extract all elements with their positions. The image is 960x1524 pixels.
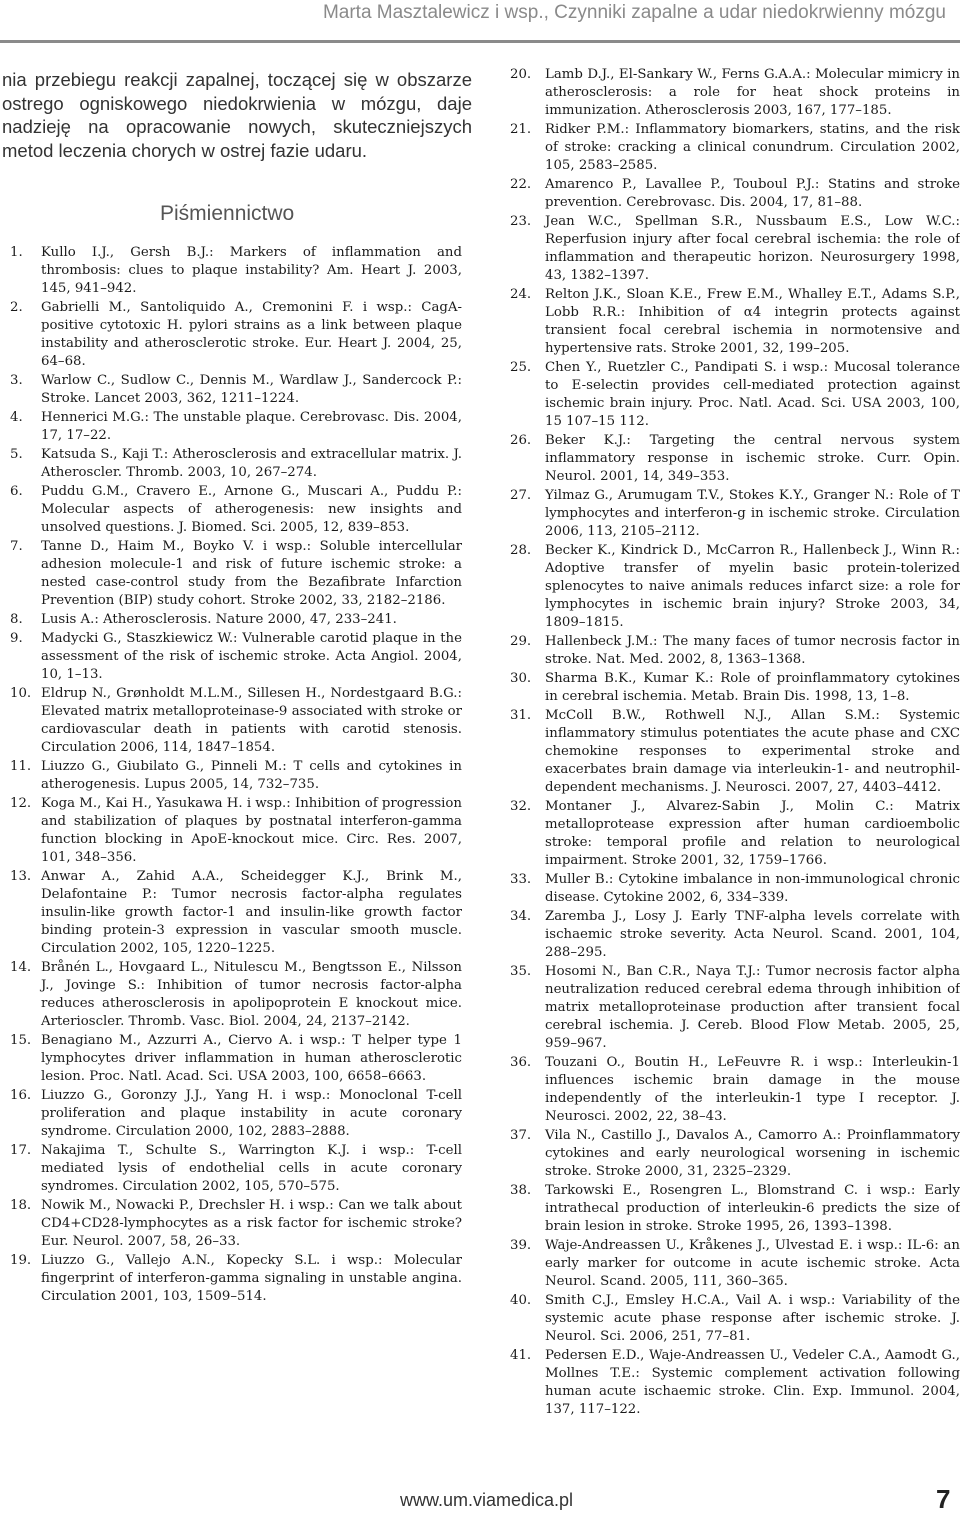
reference-number: 23. bbox=[510, 214, 532, 229]
reference-number: 17. bbox=[10, 1143, 32, 1158]
reference-text: Liuzzo G., Vallejo A.N., Kopecky S.L. i wsp.: Molecular fingerprint of interferon-gamma signaling in unstable angina. Circulation 2001, 103, 1509–514. bbox=[41, 1253, 462, 1304]
reference-number: 34. bbox=[510, 909, 532, 924]
reference-item bbox=[10, 372, 462, 408]
reference-item bbox=[10, 446, 462, 482]
reference-number: 36. bbox=[510, 1055, 532, 1070]
reference-item bbox=[510, 432, 960, 486]
reference-item bbox=[10, 538, 462, 610]
reference-item bbox=[10, 868, 462, 958]
reference-number: 4. bbox=[10, 410, 23, 425]
reference-number: 30. bbox=[510, 671, 532, 686]
reference-item bbox=[510, 1347, 960, 1419]
reference-item bbox=[10, 758, 462, 794]
reference-text: Vila N., Castillo J., Davalos A., Camorro A.: Proinflammatory cytokines and early neurological worsening in ischemic stroke. Stroke 2000, 31, 2325–2329. bbox=[545, 1128, 960, 1179]
reference-number: 38. bbox=[510, 1183, 532, 1198]
reference-text: Montaner J., Alvarez-Sabin J., Molin C.: Matrix metalloprotease expression after human cardioembolic stroke: temporal profile and relation to neurological impairment. Stroke 2001, 32, 1759–1766. bbox=[545, 799, 960, 868]
reference-number: 32. bbox=[510, 799, 532, 814]
reference-item bbox=[510, 798, 960, 870]
reference-text: Touzani O., Boutin H., LeFeuvre R. i wsp.: Interleukin-1 influences ischemic brain damage in the mouse independently of the interleukin-1 type I receptor. J. Neurosci. 2002, 22, 38–43. bbox=[545, 1055, 960, 1124]
reference-text: Jean W.C., Spellman S.R., Nussbaum E.S., Low W.C.: Reperfusion injury after focal cerebral ischemia: the role of inflammation and therapeutic horizon. Neurosurgery 1998, 43, 1382–1397. bbox=[545, 214, 960, 283]
reference-item bbox=[10, 1087, 462, 1141]
reference-item bbox=[10, 959, 462, 1031]
page-header bbox=[0, 0, 960, 46]
reference-item bbox=[510, 487, 960, 541]
reference-item bbox=[510, 871, 960, 907]
reference-text: Lusis A.: Atherosclerosis. Nature 2000, 47, 233–241. bbox=[41, 612, 397, 627]
reference-number: 22. bbox=[510, 177, 532, 192]
reference-number: 10. bbox=[10, 686, 32, 701]
running-head: Marta Masztalewicz i wsp., Czynniki zapalne a udar niedokrwienny mózgu bbox=[322, 2, 946, 23]
reference-number: 18. bbox=[10, 1198, 32, 1213]
reference-number: 16. bbox=[10, 1088, 32, 1103]
reference-item bbox=[510, 1292, 960, 1346]
reference-text: Madycki G., Staszkiewicz W.: Vulnerable carotid plaque in the assessment of the risk of ischemic stroke. Acta Angiol. 2004, 10, 1–13. bbox=[41, 631, 462, 682]
reference-text: Eldrup N., Grønholdt M.L.M., Sillesen H., Nordestgaard B.G.: Elevated matrix metalloproteinase-9 associated with stroke or cardiovascular death in patients with carotid stenosis. Circulation 2006, 114, 1847–1854. bbox=[41, 686, 462, 755]
reference-number: 11. bbox=[10, 759, 32, 774]
reference-item bbox=[510, 286, 960, 358]
references-left-column bbox=[10, 244, 462, 1307]
reference-number: 29. bbox=[510, 634, 532, 649]
reference-item bbox=[10, 630, 462, 684]
reference-text: Muller B.: Cytokine imbalance in non-immunological chronic disease. Cytokine 2002, 6, 334–339. bbox=[545, 872, 960, 905]
reference-number: 19. bbox=[10, 1253, 32, 1268]
reference-text: Smith C.J., Emsley H.C.A., Vail A. i wsp.: Variability of the systemic acute phase response after ischemic stroke. J. Neurol. Sci. 2006, 251, 77–81. bbox=[545, 1293, 960, 1344]
reference-item bbox=[510, 359, 960, 431]
page-number: 7 bbox=[936, 1484, 951, 1514]
reference-text: Koga M., Kai H., Yasukawa H. i wsp.: Inhibition of progression and stabilization of plaques by postnatal interferon-gamma function blocking in ApoE-knockout mice. Circ. Res. 2007, 101, 348–356. bbox=[41, 796, 462, 865]
reference-item bbox=[510, 1182, 960, 1236]
reference-text: Zaremba J., Losy J. Early TNF-alpha levels correlate with ischaemic stroke severity. Acta Neurol. Scand. 2001, 104, 288–295. bbox=[545, 909, 960, 960]
header-rule bbox=[0, 40, 960, 43]
reference-number: 33. bbox=[510, 872, 532, 887]
reference-number: 41. bbox=[510, 1348, 532, 1363]
reference-number: 8. bbox=[10, 612, 23, 627]
reference-text: Kullo I.J., Gersh B.J.: Markers of inflammation and thrombosis: clues to plaque instability? Am. Heart J. 2003, 145, 941–942. bbox=[41, 245, 462, 296]
reference-text: Liuzzo G., Giubilato G., Pinneli M.: T cells and cytokines in atherogenesis. Lupus 2005, 14, 732–735. bbox=[41, 759, 462, 792]
reference-number: 20. bbox=[510, 67, 532, 82]
reference-text: Tarkowski E., Rosengren L., Blomstrand C. i wsp.: Early intrathecal production of interleukin-6 predicts the size of brain lesion in stroke. Stroke 1995, 26, 1393–1398. bbox=[545, 1183, 960, 1234]
reference-item bbox=[510, 1054, 960, 1126]
reference-text: Becker K., Kindrick D., McCarron R., Hallenbeck J., Winn R.: Adoptive transfer of myelin basic protein-tolerized splenocytes to naive animals reduces infarct size: a role for lymphocytes in ischemic brain injury? Stroke 2003, 34, 1809–1815. bbox=[545, 543, 960, 630]
reference-item bbox=[10, 685, 462, 757]
reference-item bbox=[510, 670, 960, 706]
reference-item bbox=[510, 707, 960, 797]
reference-item bbox=[10, 795, 462, 867]
reference-text: Sharma B.K., Kumar K.: Role of proinflammatory cytokines in cerebral ischemia. Metab. Brain Dis. 1998, 13, 1–8. bbox=[545, 671, 960, 704]
reference-number: 28. bbox=[510, 543, 532, 558]
reference-text: Hallenbeck J.M.: The many faces of tumor necrosis factor in stroke. Nat. Med. 2002, 8, 1363–1368. bbox=[545, 634, 960, 667]
reference-number: 13. bbox=[10, 869, 32, 884]
intro-paragraph: nia przebiegu reakcji zapalnej, toczącej się w obszarze ostrego ogniskowego niedokrwienia w mózgu, daje nadzieję na opracowanie nowych, skuteczniejszych metod leczenia chorych w ostrej fazie udaru. bbox=[2, 69, 472, 161]
reference-text: Brånén L., Hovgaard L., Nitulescu M., Bengtsson E., Nilsson J., Jovinge S.: Inhibition of tumor necrosis factor-alpha reduces atherosclerosis in apolipoprotein E knockout mice. Arterioscler. Thromb. Vasc. Biol. 2004, 24, 2137–2142. bbox=[41, 960, 462, 1029]
reference-number: 2. bbox=[10, 300, 23, 315]
reference-number: 40. bbox=[510, 1293, 532, 1308]
reference-number: 6. bbox=[10, 484, 23, 499]
reference-text: Benagiano M., Azzurri A., Ciervo A. i wsp.: T helper type 1 lymphocytes driver inflammation in human atherosclerotic lesion. Proc. Natl. Acad. Sci. USA 2003, 100, 6658–6663. bbox=[41, 1033, 462, 1084]
reference-number: 14. bbox=[10, 960, 32, 975]
reference-text: Hosomi N., Ban C.R., Naya T.J.: Tumor necrosis factor alpha neutralization reduced cerebral edema through inhibition of matrix metalloproteinase production after transient focal cerebral ischemia. J. Cereb. Blood Flow Metab. 2005, 25, 959–967. bbox=[545, 964, 960, 1051]
reference-item bbox=[10, 1197, 462, 1251]
reference-text: Tanne D., Haim M., Boyko V. i wsp.: Soluble intercellular adhesion molecule-1 and risk of future ischemic stroke: a nested case-control study from the Bezafibrate Infarction Prevention (BIP) study cohort. Stroke 2002, 33, 2182–2186. bbox=[41, 539, 462, 608]
reference-number: 35. bbox=[510, 964, 532, 979]
reference-number: 21. bbox=[510, 122, 532, 137]
reference-text: Waje-Andreassen U., Kråkenes J., Ulvestad E. i wsp.: IL-6: an early marker for outcome in acute ischemic stroke. Acta Neurol. Scand. 2005, 111, 360–365. bbox=[545, 1238, 960, 1289]
reference-number: 5. bbox=[10, 447, 23, 462]
reference-item bbox=[10, 1252, 462, 1306]
reference-number: 31. bbox=[510, 708, 532, 723]
reference-number: 27. bbox=[510, 488, 532, 503]
reference-text: Chen Y., Ruetzler C., Pandipati S. i wsp.: Mucosal tolerance to E-selectin provides cell-mediated protection against ischemic brain injury. Proc. Natl. Acad. Sci. USA 2003, 100, 15 107–15 112. bbox=[545, 360, 960, 429]
reference-item bbox=[510, 1237, 960, 1291]
reference-number: 26. bbox=[510, 433, 532, 448]
reference-number: 15. bbox=[10, 1033, 32, 1048]
reference-item bbox=[510, 66, 960, 120]
reference-text: Beker K.J.: Targeting the central nervous system inflammatory response in ischemic stroke. Curr. Opin. Neurol. 2001, 14, 349–353. bbox=[545, 433, 960, 484]
reference-item bbox=[10, 299, 462, 371]
reference-number: 9. bbox=[10, 631, 23, 646]
reference-item bbox=[10, 483, 462, 537]
reference-item bbox=[510, 633, 960, 669]
reference-text: Liuzzo G., Goronzy J.J., Yang H. i wsp.: Monoclonal T-cell proliferation and plaque instability in acute coronary syndrome. Circulation 2000, 102, 2883–2888. bbox=[41, 1088, 462, 1139]
reference-number: 24. bbox=[510, 287, 532, 302]
reference-text: Hennerici M.G.: The unstable plaque. Cerebrovasc. Dis. 2004, 17, 17–22. bbox=[41, 410, 462, 443]
reference-text: Anwar A., Zahid A.A., Scheidegger K.J., Brink M., Delafontaine P.: Tumor necrosis factor-alpha regulates insulin-like growth factor-1 and insulin-like growth factor binding protein-3 expression in vascular smooth muscle. Circulation 2002, 105, 1220–1225. bbox=[41, 869, 462, 956]
reference-text: Yilmaz G., Arumugam T.V., Stokes K.Y., Granger N.: Role of T lymphocytes and interferon-g in ischemic stroke. Circulation 2006, 113, 2105–2112. bbox=[545, 488, 960, 539]
reference-text: Gabrielli M., Santoliquido A., Cremonini F. i wsp.: CagA-positive cytotoxic H. pylori strains as a link between plaque instability and atherosclerotic stroke. Eur. Heart J. 2004, 25, 64–68. bbox=[41, 300, 462, 369]
reference-item bbox=[10, 244, 462, 298]
reference-item bbox=[10, 611, 462, 629]
reference-text: Amarenco P., Lavallee P., Touboul P.J.: Statins and stroke prevention. Cerebrovasc. Dis. 2004, 17, 81–88. bbox=[545, 177, 960, 210]
section-title: Piśmiennictwo bbox=[160, 202, 295, 225]
reference-text: Ridker P.M.: Inflammatory biomarkers, statins, and the risk of stroke: cracking a clinical conundrum. Circulation 2002, 105, 2583–2585. bbox=[545, 122, 960, 173]
footer-url[interactable]: www.um.viamedica.pl bbox=[400, 1490, 574, 1510]
references-right-column bbox=[510, 66, 960, 1420]
reference-item bbox=[10, 1032, 462, 1086]
reference-number: 12. bbox=[10, 796, 32, 811]
reference-text: Relton J.K., Sloan K.E., Frew E.M., Whalley E.T., Adams S.P., Lobb R.R.: Inhibition of α4 integrin protects against transient focal cerebral ischemia in normotensive and hypertensive rats. Stroke 2001, 32, 199–205. bbox=[545, 287, 960, 356]
reference-text: McColl B.W., Rothwell N.J., Allan S.M.: Systemic inflammatory stimulus potentiates the acute phase and CXC chemokine responses to experimental stroke and exacerbates brain damage via interleukin-1- and neutrophil-dependent mechanisms. J. Neurosci. 2007, 27, 4403–4412. bbox=[545, 708, 960, 795]
reference-text: Puddu G.M., Cravero E., Arnone G., Muscari A., Puddu P.: Molecular aspects of atherogenesis: new insights and unsolved questions. J. Biomed. Sci. 2005, 12, 839–853. bbox=[41, 484, 462, 535]
reference-item bbox=[510, 176, 960, 212]
reference-item bbox=[10, 409, 462, 445]
reference-number: 3. bbox=[10, 373, 23, 388]
reference-text: Katsuda S., Kaji T.: Atherosclerosis and extracellular matrix. J. Atheroscler. Thromb. 2003, 10, 267–274. bbox=[41, 447, 462, 480]
reference-item bbox=[510, 963, 960, 1053]
reference-number: 39. bbox=[510, 1238, 532, 1253]
reference-number: 1. bbox=[10, 245, 23, 260]
reference-item bbox=[510, 542, 960, 632]
reference-item bbox=[10, 1142, 462, 1196]
reference-number: 37. bbox=[510, 1128, 532, 1143]
reference-number: 7. bbox=[10, 539, 23, 554]
reference-text: Nakajima T., Schulte S., Warrington K.J. i wsp.: T-cell mediated lysis of endothelial cells in acute coronary syndromes. Circulation 2002, 105, 570–575. bbox=[41, 1143, 462, 1194]
reference-text: Lamb D.J., El-Sankary W., Ferns G.A.A.: Molecular mimicry in atherosclerosis: a role for heat shock proteins in immunization. Atherosclerosis 2003, 167, 177–185. bbox=[545, 67, 960, 118]
reference-text: Nowik M., Nowacki P., Drechsler H. i wsp.: Can we talk about CD4+CD28-lymphocytes as a risk factor for ischemic stroke? Eur. Neurol. 2007, 58, 26–33. bbox=[41, 1198, 462, 1249]
reference-item bbox=[510, 213, 960, 285]
reference-number: 25. bbox=[510, 360, 532, 375]
reference-text: Warlow C., Sudlow C., Dennis M., Wardlaw J., Sandercock P.: Stroke. Lancet 2003, 362, 1211–1224. bbox=[41, 373, 462, 406]
reference-item bbox=[510, 121, 960, 175]
reference-item bbox=[510, 1127, 960, 1181]
reference-item bbox=[510, 908, 960, 962]
reference-text: Pedersen E.D., Waje-Andreassen U., Vedeler C.A., Aamodt G., Mollnes T.E.: Systemic complement activation following human acute ischaemic stroke. Clin. Exp. Immunol. 2004, 137, 117–122. bbox=[545, 1348, 960, 1417]
